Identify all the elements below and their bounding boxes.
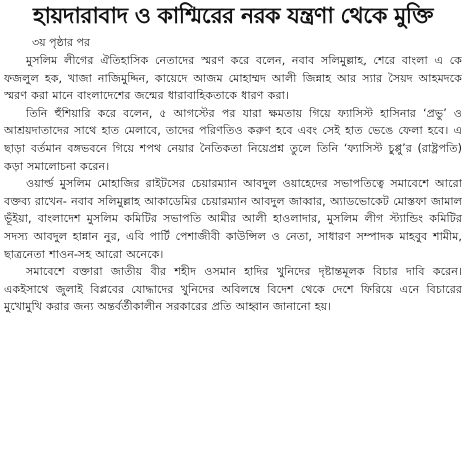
continuation-note: ৩য় পৃষ্ঠার পর (32, 36, 91, 49)
paragraph: সমাবেশে বক্তারা জাতীয় বীর শহীদ ওসমান হাদির খুনিদের দৃষ্টান্তমূলক বিচার দাবি করেন। একইসাথে জুলাই বিপ্লবের যোদ্ধাদের খুনিদের অবিলম্বে বিদেশ থেকে দেশে ফিরিয়ে এনে বিচারের মুখোমুখি করার জন্য অন্তর্বর্তীকালীন সরকারের প্রতি আহ্বান জানানো হয়। (4, 265, 462, 314)
paragraph: মুসলিম লীগের ঐতিহাসিক নেতাদের স্মরণ করে বলেন, নবাব সলিমুল্লাহ, শেরে বাংলা এ কে ফজলুল হক, খাজা নাজিমুদ্দিন, কায়েদে আজম মোহাম্মদ আলী জিন্নাহ আর স্যার সৈয়দ আহমদকে স্মরণ করা মানে বাংলাদেশের জন্মের ধারাবাহিকতাকে ধারণ করা। (4, 54, 462, 103)
paragraph: তিনি হুঁশিয়ারি করে বলেন, ৫ আগস্টের পর যারা ক্ষমতায় গিয়ে ফ্যাসিস্ট হাসিনার ‘প্রভু’ ও আশ্রয়দাতাদের সাথে হাত মেলাবে, তাদের পরিণতিও করুণ হবে এবং সেই হাত ভেঙে ফেলা হবে। এ ছাড়া বর্তমান বঙ্গভবনে গিয়ে শপথ নেয়ার নৈতিকতা নিয়েপ্রশ্ন তুলে তিনি ‘ফ্যাসিস্ট চুপ্পু’র (রাষ্ট্রপতি) কড়া সমালোচনা করেন। (4, 106, 462, 173)
news-article (4, 0, 462, 472)
article-headline: হায়দারাবাদ ও কাশ্মিরের নরক যন্ত্রণা থেকে মুক্তি (33, 4, 433, 29)
paragraph: ওয়ার্ল্ড মুসলিম মোহাজির রাইটসের চেয়ারম্যান আবদুল ওয়াহেদের সভাপতিত্বে সমাবেশে আরো বক্তব্য রাখেন- নবাব সলিমুল্লাহ আকাডেমির চেয়ারম্যান আবদুল জাব্বার, অ্যাডভোকেট মোস্তফা জামাল ভূঁইয়া, বাংলাদেশ মুসলিম কমিটির সভাপতি আমীর আলী হাওলাদার, মুসলিম লীগ স্ট্যান্ডিং কমিটির সদস্য আবদুল হান্নান নুর, এবি পার্টি পেশাজীবী কাউন্সিল ও নেতা, সাধারণ সম্পাদক মাহবুব শামীম, ছাত্রনেতা শাওন-সহ আরো অনেকে। (4, 177, 462, 261)
article-body (4, 52, 462, 316)
